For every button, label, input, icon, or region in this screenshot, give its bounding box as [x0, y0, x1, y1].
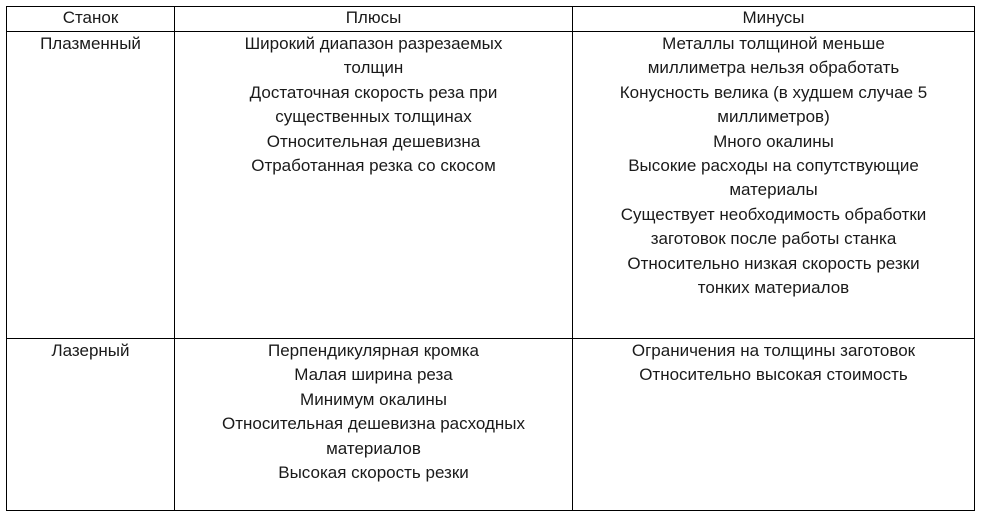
pros-cell — [175, 32, 573, 339]
machine-cell: Плазменный — [7, 32, 175, 339]
cons-line: тонких материалов — [697, 278, 850, 298]
header-pros: Плюсы — [175, 7, 573, 32]
pros-line: материалов — [326, 438, 421, 458]
header-row — [7, 7, 975, 32]
cons-line: Существует необходимость обработки — [620, 204, 927, 224]
cons-line: Много окалины — [713, 131, 834, 151]
cons-line: Высокие расходы на сопутствующие — [628, 156, 919, 176]
pros-line: толщин — [343, 58, 404, 78]
cons-cell — [573, 339, 975, 511]
comparison-table — [6, 6, 975, 511]
table-row-laser — [7, 339, 975, 511]
pros-line: существенных толщинах — [275, 107, 472, 127]
cons-line: материалы — [729, 180, 818, 200]
pros-cell — [175, 339, 573, 511]
machine-cell: Лазерный — [7, 339, 175, 511]
pros-line: Отработанная резка со скосом — [251, 156, 496, 176]
pros-line: Высокая скорость резки — [278, 463, 469, 483]
header-cons: Минусы — [573, 7, 975, 32]
pros-line: Перпендикулярная кромка — [268, 341, 479, 360]
pros-line: Относительная дешевизна — [266, 131, 481, 151]
cons-line: Относительно низкая скорость резки — [627, 253, 920, 273]
pros-line: Минимум окалины — [300, 389, 447, 409]
cons-line: заготовок после работы станка — [650, 229, 897, 249]
cons-line: миллиметров) — [717, 107, 830, 127]
pros-line: Относительная дешевизна расходных — [221, 414, 526, 434]
table-row-plasma — [7, 32, 975, 339]
pros-line: Широкий диапазон разрезаемых — [244, 34, 503, 53]
cons-line: миллиметра нельзя обработать — [647, 58, 900, 78]
pros-line: Малая ширина реза — [294, 365, 453, 385]
cons-line: Металлы толщиной меньше — [662, 34, 885, 53]
cons-line: Относительно высокая стоимость — [639, 365, 908, 385]
cons-line: Ограничения на толщины заготовок — [631, 341, 916, 360]
pros-line: Достаточная скорость реза при — [249, 82, 498, 102]
header-machine: Станок — [7, 7, 175, 32]
cons-line: Конусность велика (в худшем случае 5 — [619, 82, 928, 102]
cons-cell — [573, 32, 975, 339]
